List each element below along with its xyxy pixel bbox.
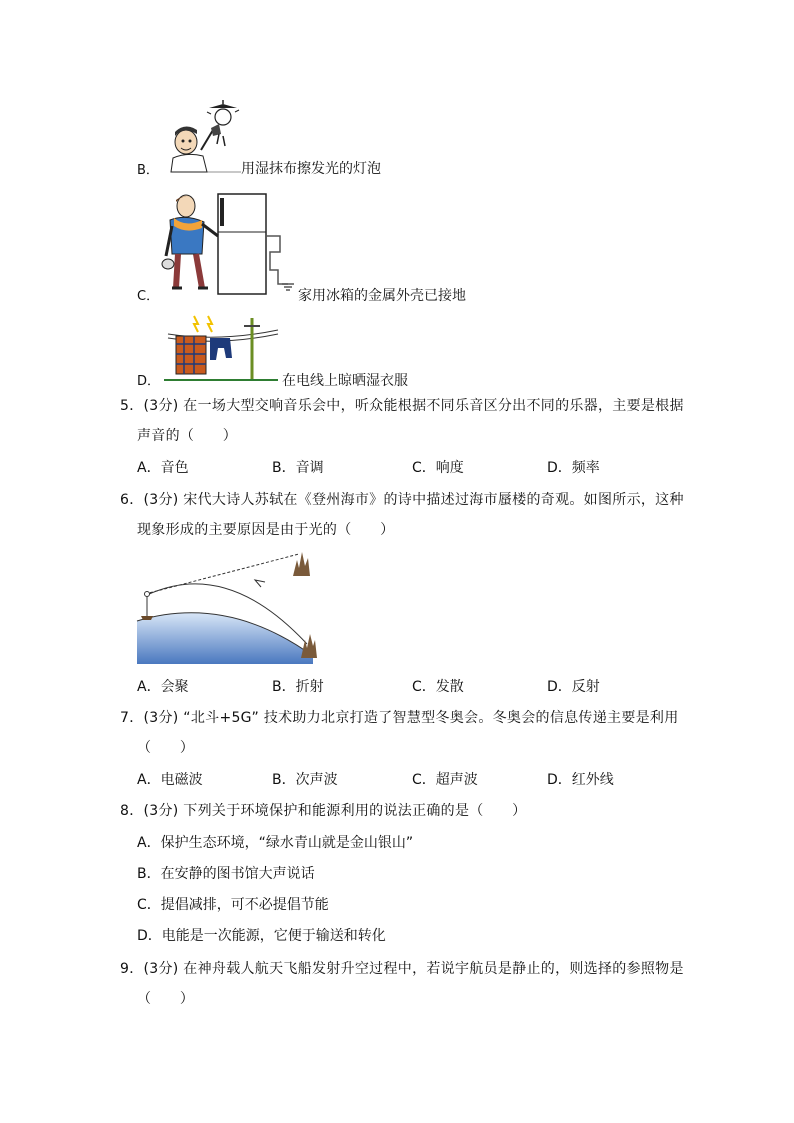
option-d-letter: D． [137, 374, 161, 389]
option-b-letter: B． [137, 163, 159, 178]
q8-stem: 8．(3分) 下列关于环境保护和能源利用的说法正确的是（ ） [120, 803, 527, 819]
q7-option-b: B．次声波 [272, 772, 338, 788]
clothes-on-wire-illustration [160, 312, 282, 384]
q6-option-a: A．会聚 [137, 679, 189, 695]
q7-option-c: C．超声波 [412, 772, 478, 788]
option-c-text: 家用冰箱的金属外壳已接地 [298, 288, 466, 304]
q8-option-c: C．提倡减排，可不必提倡节能 [137, 897, 329, 913]
q7-stem-line1: 7．(3分) “北斗+5G” 技术助力北京打造了智慧型冬奥会。冬奥会的信息传递主要是利用 [120, 710, 679, 726]
option-d-text: 在电线上晾晒湿衣服 [282, 373, 408, 389]
q6-stem-line2: 现象形成的主要原因是由于光的（ ） [137, 522, 395, 538]
q7-option-a: A．电磁波 [137, 772, 203, 788]
q5-option-c: C．响度 [412, 460, 464, 476]
q6-stem-line1: 6．(3分) 宋代大诗人苏轼在《登州海市》的诗中描述过海市蜃楼的奇观。如图所示，这种 [120, 492, 684, 508]
q6-option-b: B．折射 [272, 679, 324, 695]
q9-stem-line1: 9．(3分) 在神舟载人航天飞船发射升空过程中，若说宇航员是静止的，则选择的参照物是 [120, 961, 684, 977]
q8-option-d: D．电能是一次能源，它便于输送和转化 [137, 928, 386, 944]
q6-option-c: C．发散 [412, 679, 464, 695]
q9-stem-line2: （ ） [137, 991, 195, 1007]
q5-option-b: B．音调 [272, 460, 324, 476]
q8-option-b: B．在安静的图书馆大声说话 [137, 866, 315, 882]
q5-stem-line1: 5．(3分) 在一场大型交响音乐会中，听众能根据不同乐音区分出不同的乐器，主要是根据 [120, 398, 684, 414]
q5-option-a: A．音色 [137, 460, 189, 476]
q6-option-d: D．反射 [547, 679, 600, 695]
q5-option-d: D．频率 [547, 460, 600, 476]
q8-option-a: A．保护生态环境，“绿水青山就是金山银山” [137, 835, 414, 851]
option-b-text: 用湿抹布擦发光的灯泡 [241, 161, 381, 177]
q7-option-d: D．红外线 [547, 772, 614, 788]
option-c-letter: C． [137, 289, 160, 304]
q5-stem-line2: 声音的（ ） [137, 428, 238, 444]
mirage-diagram [137, 546, 323, 666]
fridge-illustration [162, 192, 302, 302]
q7-stem-line2: （ ） [137, 740, 195, 756]
wiping-bulb-illustration [163, 100, 243, 175]
